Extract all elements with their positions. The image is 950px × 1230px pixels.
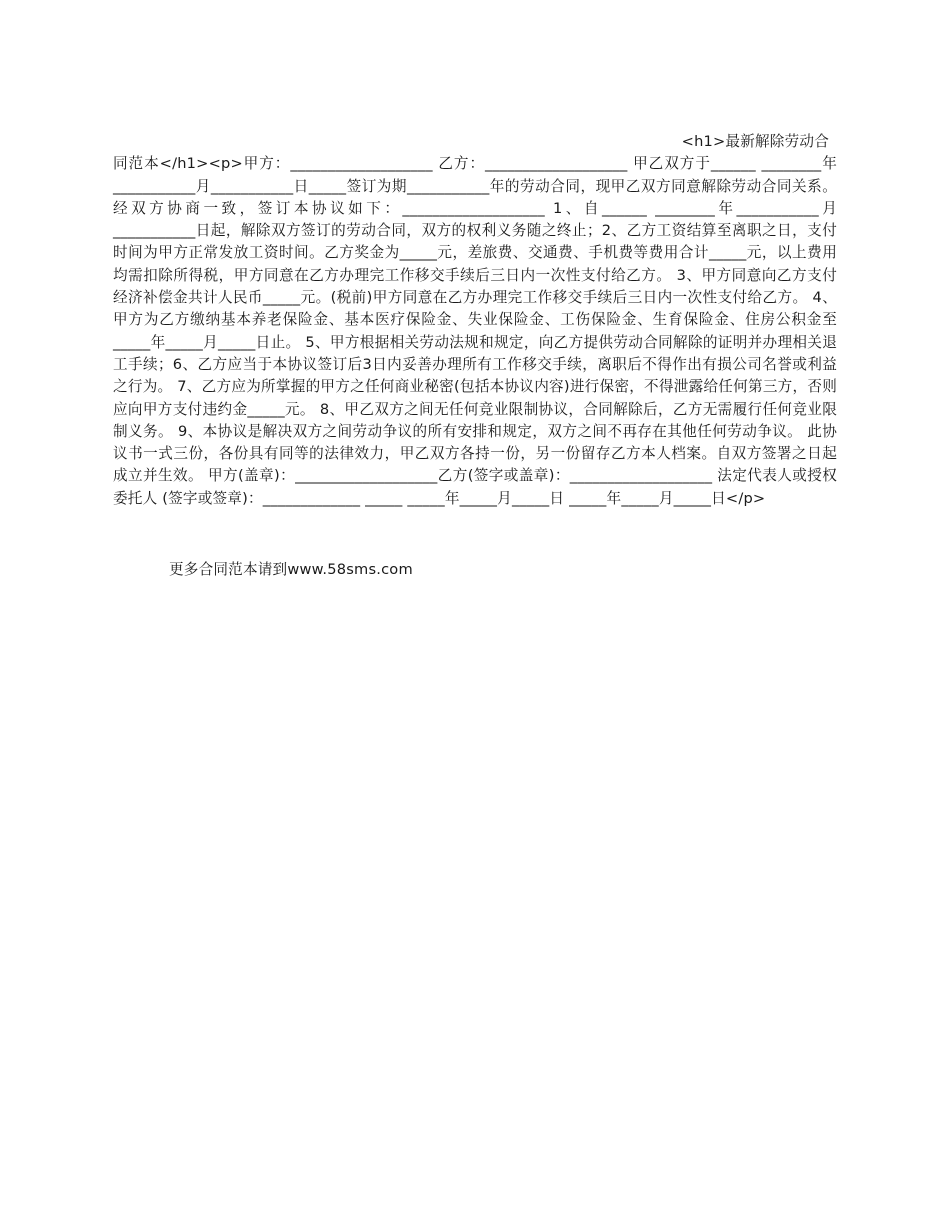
document-body bbox=[113, 131, 837, 510]
agreement-text: 同范本</h1><p>甲方：___________________ 乙方：___________________ 甲乙双方于______ ________年___________月___________日_____签订为期___________年的劳动合同，现甲乙双方同意解除劳动合同关系。经双方协商一致，签订本协议如下：___________________ 1、自______ ________年___________月___________日起，解除双方签订的劳动合同，双方的权利义务随之终止；2、乙方工资结算至离职之日，支付时间为甲方正常发放工资时间。乙方奖金为_____元，差旅费、交通费、手机费等费用合计_____元，以上费用均需扣除所得税，甲方同意在乙方办理完工作移交手续后三日内一次性支付给乙方。 3、甲方同意向乙方支付经济补偿金共计人民币_____元。(税前)甲方同意在乙方办理完工作移交手续后三日内一次性支付给乙方。 4、甲方为乙方缴纳基本养老保险金、基本医疗保险金、失业保险金、工伤保险金、生育保险金、住房公积金至_____年_____月_____日止。 5、甲方根据相关劳动法规和规定，向乙方提供劳动合同解除的证明并办理相关退工手续；6、乙方应当于本协议签订后3日内妥善办理所有工作移交手续，离职后不得作出有损公司名誉或利益之行为。 7、乙方应为所掌握的甲方之任何商业秘密(包括本协议内容)进行保密，不得泄露给任何第三方，否则应向甲方支付违约金_____元。 8、甲乙双方之间无任何竞业限制协议，合同解除后，乙方无需履行任何竞业限制义务。 9、本协议是解决双方之间劳动争议的所有安排和规定，双方之间不再存在其他任何劳动争议。 此协议书一式三份，各份具有同等的法律效力，甲乙双方各持一份，另一份留存乙方本人档案。自双方签署之日起成立并生效。 甲方(盖章)：___________________乙方(签字或盖章)：___________________ 法定代表人或授权委托人 (签字或签章)：_____________ _____ _____年_____月_____日 _____年_____月_____日</p> bbox=[113, 155, 837, 507]
document-title-fragment: <h1>最新解除劳动合 bbox=[681, 133, 829, 150]
footer-note: 更多合同范本请到www.58sms.com bbox=[169, 561, 413, 578]
